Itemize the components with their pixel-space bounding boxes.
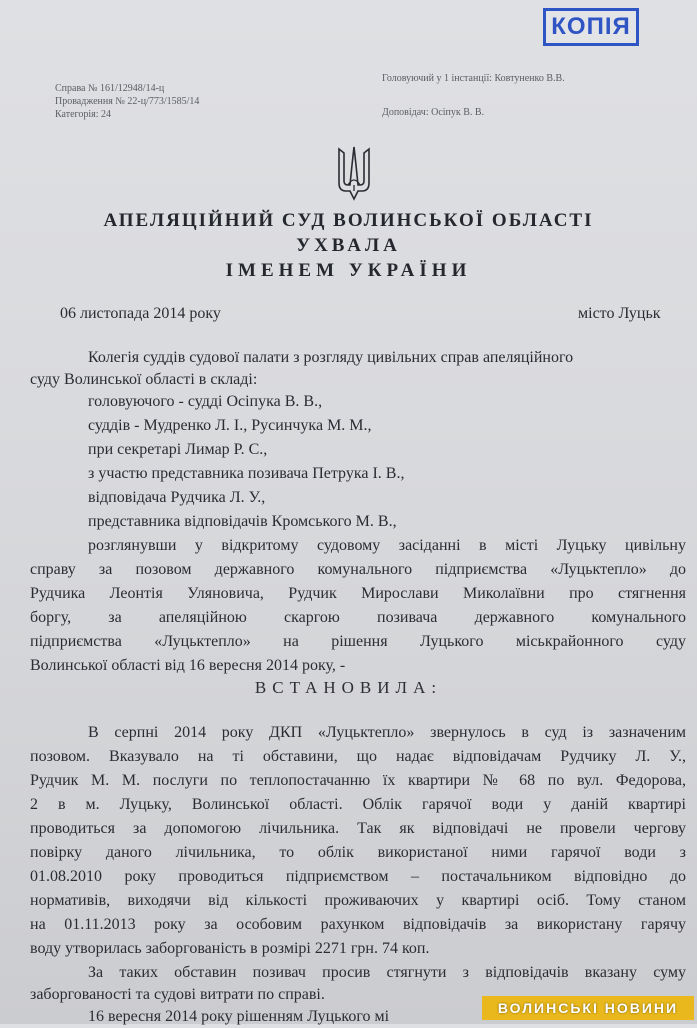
facts-line: воду утворилась заборгованість в розмірі 2271 грн. 74 коп.: [30, 940, 430, 957]
defendant-representative: представника відповідачів Кромського М. В.,: [88, 513, 397, 530]
request-line: За таких обставин позивач просив стягнути з відповідачів вказану суму: [88, 964, 686, 981]
trident-emblem-icon: [334, 145, 374, 201]
rapporteur: Доповідач: Осіпук В. В.: [382, 107, 485, 118]
document-city: місто Луцьк: [578, 305, 661, 322]
presiding-judge: головуючого - судді Осіпука В. В.,: [88, 393, 323, 410]
considered-line: Волинської області від 16 вересня 2014 року, -: [30, 657, 346, 674]
judges: суддів - Мудренко Л. І., Русинчука М. М.,: [88, 417, 372, 434]
document-type: УХВАЛА: [296, 235, 401, 256]
considered-line: справу за позовом державного комунального підприємства «Луцьктепло» до: [30, 561, 686, 578]
document-date: 06 листопада 2014 року: [60, 305, 221, 322]
decision-line: 16 вересня 2014 року рішенням Луцького мі: [88, 1008, 390, 1025]
news-watermark: ВОЛИНСЬКІ НОВИНИ: [482, 996, 694, 1020]
in-name-of-ukraine: ІМЕНЕМ УКРАЇНИ: [225, 260, 472, 281]
section-heading-established: ВСТАНОВИЛА:: [254, 678, 443, 697]
facts-line: 01.08.2010 року проводиться підприємством – постачальником відповідно до: [30, 868, 686, 885]
considered-line: Рудчика Леонтія Уляновича, Рудчик Мирослави Миколаївни про стягнення: [30, 585, 686, 602]
plaintiff-representative: з участю представника позивача Петрука І. В.,: [88, 465, 405, 482]
facts-line: нормативів, виходячи від кількості проживаючих у квартирі осіб. Тому станом: [30, 892, 686, 909]
composition-intro-2: суду Волинської області в складі:: [30, 371, 258, 388]
proceeding-number: Провадження № 22-ц/773/1585/14: [55, 96, 200, 107]
facts-line: 2 в м. Луцьку, Волинської області. Облік гарячої води у даній квартирі: [30, 796, 686, 813]
facts-line: проводиться за допомогою лічильника. Так як відповідачі не провели чергову: [30, 820, 686, 837]
facts-line: позовом. Вказувало на ті обставини, що надає відповідачам Рудчику Л. У.,: [30, 748, 686, 765]
composition-intro-1: Колегія суддів судової палати з розгляду цивільних справ апеляційного: [88, 349, 574, 366]
case-category: Категорія: 24: [55, 109, 112, 120]
case-number: Справа № 161/12948/14-ц: [55, 83, 165, 94]
facts-line: Рудчик М. М. послуги по теплопостачанню їх квартири № 68 по вул. Федорова,: [30, 772, 686, 789]
presiding-first-instance: Головуючий у 1 інстанції: Ковтуненко В.В.: [382, 73, 565, 84]
facts-line: на 01.11.2013 року за особовим рахунком відповідачів за використану гарячу: [30, 916, 686, 933]
court-name: АПЕЛЯЦІЙНИЙ СУД ВОЛИНСЬКОЇ ОБЛАСТІ: [103, 210, 594, 231]
secretary: при секретарі Лимар Р. С.,: [88, 441, 268, 458]
facts-line: повірку даного лічильника, то облік використаної ними гарячої води з: [30, 844, 686, 861]
considered-line: боргу, за апеляційною скаргою позивача державного комунального: [30, 609, 686, 626]
facts-line: В серпні 2014 року ДКП «Луцьктепло» звернулось в суд із зазначеним: [88, 724, 686, 741]
considered-line: підприємства «Луцьктепло» на рішення Луцького міськрайонного суду: [30, 633, 686, 650]
defendant: відповідача Рудчика Л. У.,: [88, 489, 266, 506]
request-line: заборгованості та судові витрати по справі.: [30, 986, 325, 1003]
copy-stamp: КОПІЯ: [543, 8, 639, 46]
case-meta: [55, 82, 199, 121]
considered-line: розглянувши у відкритому судовому засіданні в місті Луцьку цивільну: [88, 537, 686, 554]
